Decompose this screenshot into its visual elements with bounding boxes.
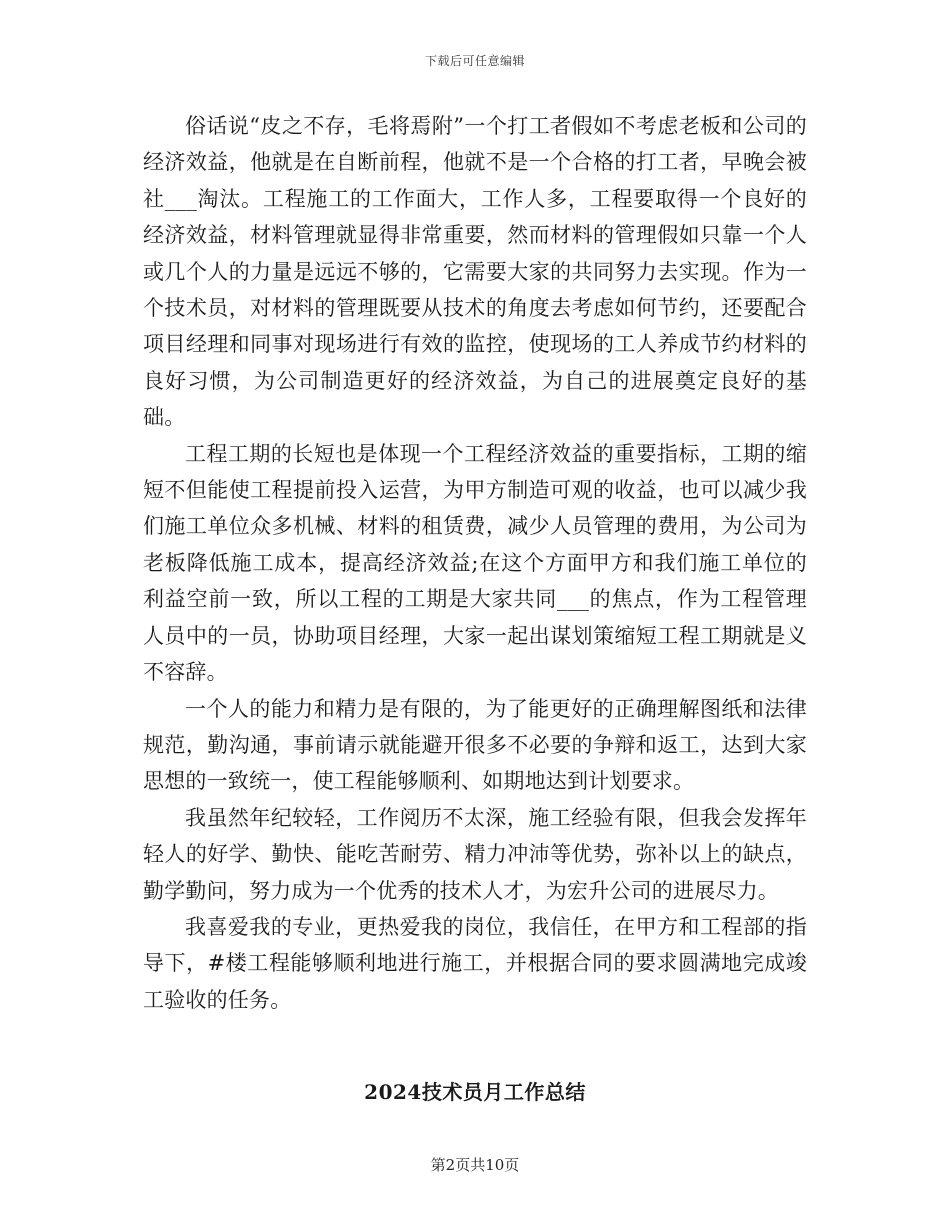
paragraph-communication: 一个人的能力和精力是有限的，为了能更好的正确理解图纸和法律规范，勤沟通，事前请示就能避开很多不必要的争辩和返工，达到大家思想的一致统一，使工程能够顺利、如期地达到计划要求。 <box>143 696 807 794</box>
page-number-footer: 第2页共10页 <box>430 1156 520 1174</box>
document-body <box>143 108 807 1018</box>
paragraph-self-improvement: 我虽然年纪较轻，工作阅历不太深，施工经验有限，但我会发挥年轻人的好学、勤快、能吃苦耐劳、精力冲沛等优势，弥补以上的缺点，勤学勤问，努力成为一个优秀的技术人才，为宏升公司的进展尽力。 <box>143 805 807 903</box>
section-title: 2024技术员月工作总结 <box>364 1080 586 1104</box>
page-header-note: 下载后可任意编辑 <box>424 54 525 68</box>
paragraph-commitment: 我喜爱我的专业，更热爱我的岗位，我信任，在甲方和工程部的指导下，#楼工程能够顺利地进行施工，并根据合同的要求圆满地完成竣工验收的任务。 <box>143 914 807 1012</box>
paragraph-materials: 俗话说“皮之不存，毛将焉附”一个打工者假如不考虑老板和公司的经济效益，他就是在自断前程，他就不是一个合格的打工者，早晚会被社___淘汰。工程施工的工作面大，工作人多，工程要取得一个良好的经济效益，材料管理就显得非常重要，然而材料的管理假如只靠一个人或几个人的力量是远远不够的，它需要大家的共同努力去实现。作为一个技术员，对材料的管理既要从技术的角度去考虑如何节约，还要配合项目经理和同事对现场进行有效的监控，使现场的工人养成节约材料的良好习惯，为公司制造更好的经济效益，为自己的进展奠定良好的基础。 <box>143 114 807 430</box>
paragraph-schedule: 工程工期的长短也是体现一个工程经济效益的重要指标，工期的缩短不但能使工程提前投入运营，为甲方制造可观的收益，也可以减少我们施工单位众多机械、材料的租赁费，减少人员管理的费用，为公司为老板降低施工成本，提高经济效益;在这个方面甲方和我们施工单位的利益空前一致，所以工程的工期是大家共同___的焦点，作为工程管理人员中的一员，协助项目经理，大家一起出谋划策缩短工程工期就是义不容辞。 <box>143 441 807 685</box>
